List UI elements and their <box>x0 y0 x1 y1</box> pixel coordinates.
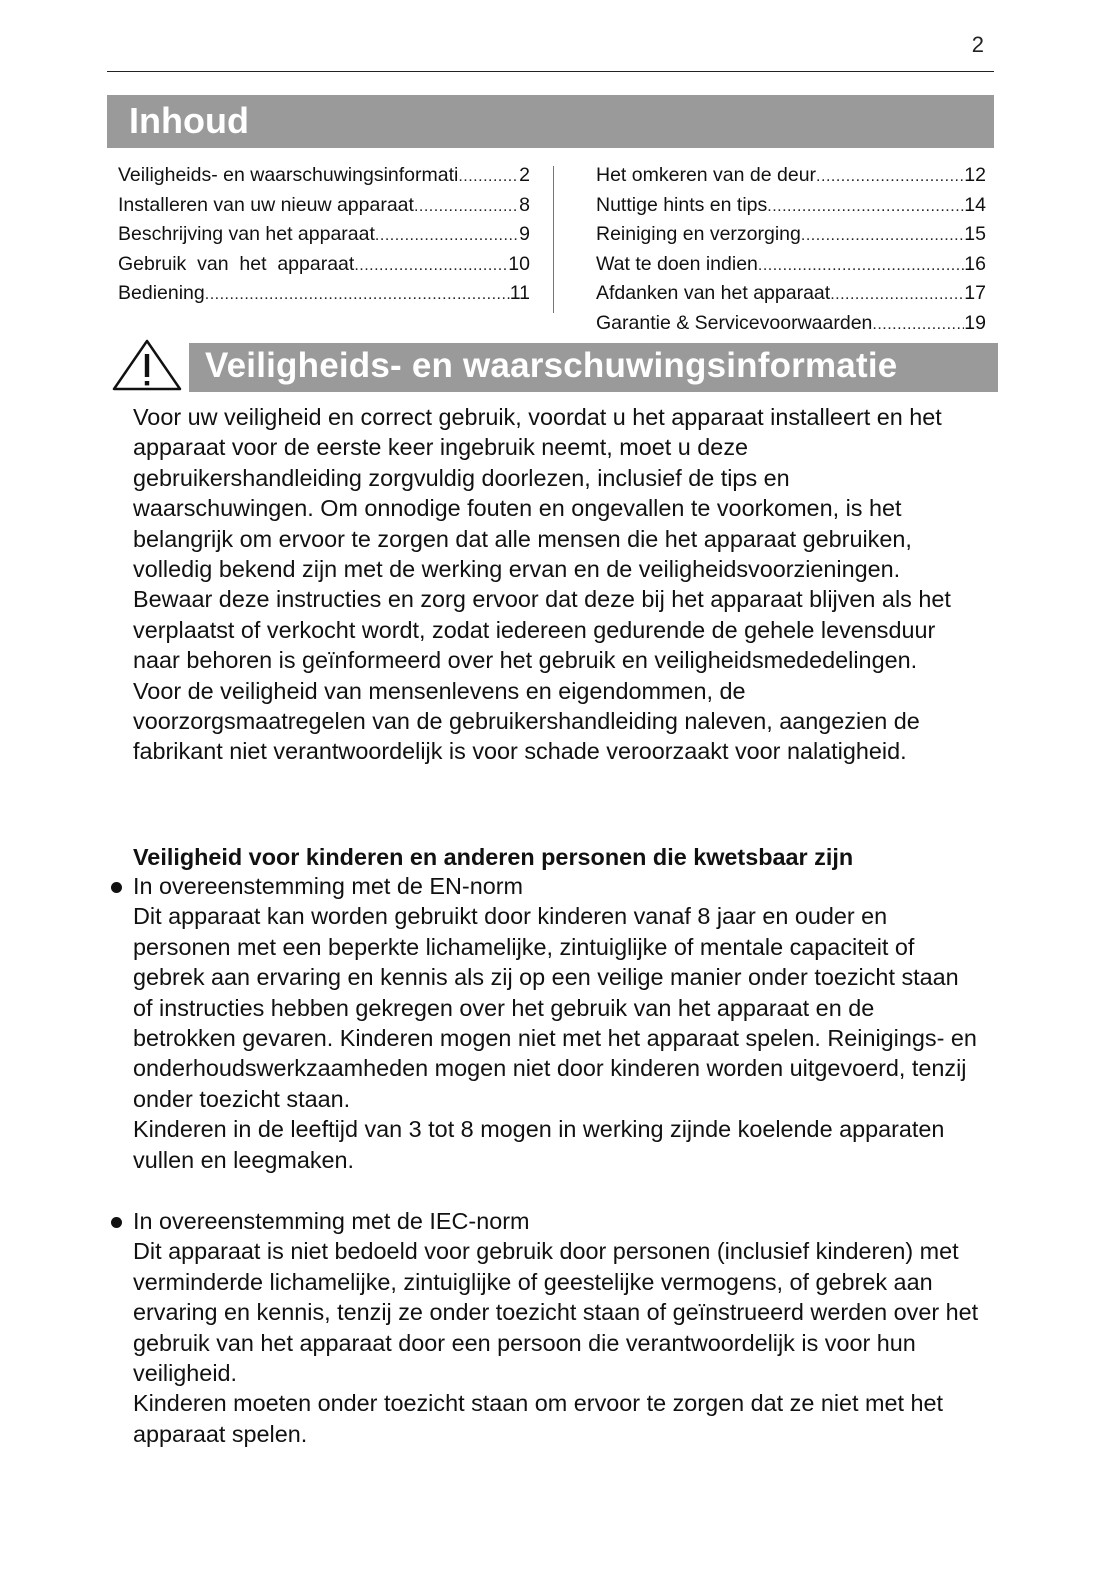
toc-entry[interactable] <box>596 312 986 342</box>
toc-entry-page: 16 <box>964 252 986 275</box>
toc-entry-page: 10 <box>508 252 530 275</box>
toc-right-column <box>596 164 986 342</box>
toc-entry-page: 15 <box>964 223 986 246</box>
bullet-icon <box>111 882 122 893</box>
toc-leader-dots <box>758 257 964 275</box>
toc-entry-label: Installeren van uw nieuw apparaat <box>118 193 414 216</box>
safety-title-band <box>189 343 998 392</box>
warning-triangle-icon <box>111 338 183 392</box>
toc-leader-dots <box>830 286 964 304</box>
bullet-paragraph: Dit apparaat is niet bedoeld voor gebruik door personen (inclusief kinderen) met verminderde lichamelijke, zintuiglijke of geestelijke vermogens, of gebrek aan ervaring en kennis, tenzij ze onder toezicht staan of geïnstrueerd werden over het gebruik van het apparaat door een persoon die verantwoordelijk is voor hun veiligheid. <box>133 1238 979 1387</box>
toc-entry-label: Bediening <box>118 282 205 305</box>
toc-entry-label: Afdanken van het apparaat <box>596 282 831 305</box>
intro-paragraph: Voor uw veiligheid en correct gebruik, voordat u het apparaat installeert en het apparaat voor de eerste keer ingebruik neemt, moet u deze gebruikershandleiding zorgvuldig doorlezen, inclusief de tips en waarschuwingen. Om onnodige fouten en ongevallen te voorkomen, is het belangrijk om ervoor te zorgen dat alle mensen die het apparaat gebruiken, volledig bekend zijn met de werking ervan en de veiligheidsvoorzieningen. Bewaar deze instructies en zorg ervoor dat deze bij het apparaat blijven als het verplaatst of verkocht wordt, zodat iedereen gedurende de gehele levensduur naar behoren is geïnformeerd over het gebruik en veiligheidsmededelingen. <box>133 404 951 674</box>
toc-entry-label: Gebruik van het apparaat <box>118 252 355 275</box>
toc-entry-page: 14 <box>964 193 986 216</box>
page-number: 2 <box>971 32 984 57</box>
header-rule <box>107 71 994 72</box>
toc-entry-page: 9 <box>519 223 530 246</box>
toc-entry-page: 12 <box>964 164 986 186</box>
toc-entry[interactable] <box>596 282 986 312</box>
toc-leader-dots <box>205 286 510 304</box>
intro-paragraph: Voor de veiligheid van mensenlevens en eigendommen, de voorzorgsmaatregelen van de gebruikershandleiding naleven, aangezien de fabrikant niet verantwoordelijk is voor schade veroorzaakt voor nalatigheid. <box>133 677 920 765</box>
toc-title-band <box>107 95 994 148</box>
toc-entry-label: Het omkeren van de deur <box>596 164 817 186</box>
toc-entry-page: 17 <box>964 282 986 305</box>
toc-leader-dots <box>414 198 519 216</box>
toc-entry-page: 8 <box>519 193 530 216</box>
toc-title: Inhoud <box>129 100 249 141</box>
toc-entry[interactable] <box>118 253 530 283</box>
toc-entry[interactable] <box>596 223 986 253</box>
toc-entry-label: Beschrijving van het apparaat <box>118 223 375 246</box>
toc-entry[interactable] <box>118 194 530 224</box>
toc-entry-label: Veiligheids- en waarschuwingsinformati <box>118 164 459 186</box>
children-safety-heading: Veiligheid voor kinderen en anderen personen die kwetsbaar zijn <box>133 844 854 870</box>
toc-left-column <box>118 164 530 312</box>
bullet-icon <box>111 1217 122 1228</box>
bullet-item <box>133 1206 983 1449</box>
toc-leader-dots <box>801 227 964 245</box>
bullet-heading: In overeenstemming met de IEC-norm <box>133 1208 530 1234</box>
toc-entry-page: 2 <box>519 164 530 186</box>
bullet-item <box>133 871 983 1175</box>
toc-entry[interactable] <box>118 164 530 194</box>
toc-entry-label: Reiniging en verzorging <box>596 223 801 246</box>
toc-entry[interactable] <box>118 282 530 312</box>
toc-leader-dots <box>816 168 964 186</box>
toc-leader-dots <box>767 198 964 216</box>
bullet-paragraph: Kinderen in de leeftijd van 3 tot 8 mogen in werking zijnde koelende apparaten vullen en leegmaken. <box>133 1116 945 1173</box>
toc-leader-dots <box>375 227 519 245</box>
bullet-paragraph: Kinderen moeten onder toezicht staan om ervoor te zorgen dat ze niet met het apparaat spelen. <box>133 1390 944 1447</box>
safety-intro <box>133 402 973 767</box>
toc-entry-label: Garantie & Servicevoorwaarden <box>596 311 873 334</box>
safety-title: Veiligheids- en waarschuwingsinformatie <box>205 346 898 385</box>
toc-entry[interactable] <box>596 253 986 283</box>
toc-leader-dots <box>458 168 519 186</box>
toc-entry[interactable] <box>596 194 986 224</box>
toc-entry-label: Wat te doen indien <box>596 252 758 275</box>
toc-leader-dots <box>872 316 964 334</box>
toc-leader-dots <box>354 257 508 275</box>
toc-entry-page: 11 <box>509 282 530 305</box>
toc-entry[interactable] <box>596 164 986 194</box>
toc-entry-page: 19 <box>964 311 986 334</box>
bullet-heading: In overeenstemming met de EN-norm <box>133 873 523 899</box>
toc-column-divider <box>553 166 554 313</box>
toc-entry-label: Nuttige hints en tips <box>596 193 768 216</box>
toc-entry[interactable] <box>118 223 530 253</box>
bullet-paragraph: Dit apparaat kan worden gebruikt door kinderen vanaf 8 jaar en ouder en personen met een beperkte lichamelijke, zintuiglijke of mentale capaciteit of gebrek aan ervaring en kennis als zij op een veilige manier onder toezicht staan of instructies hebben gekregen over het gebruik van het apparaat en de betrokken gevaren. Kinderen mogen niet met het apparaat spelen. Reinigings- en onderhoudswerkzaamheden mogen niet door kinderen worden uitgevoerd, tenzij onder toezicht staan. <box>133 903 977 1112</box>
